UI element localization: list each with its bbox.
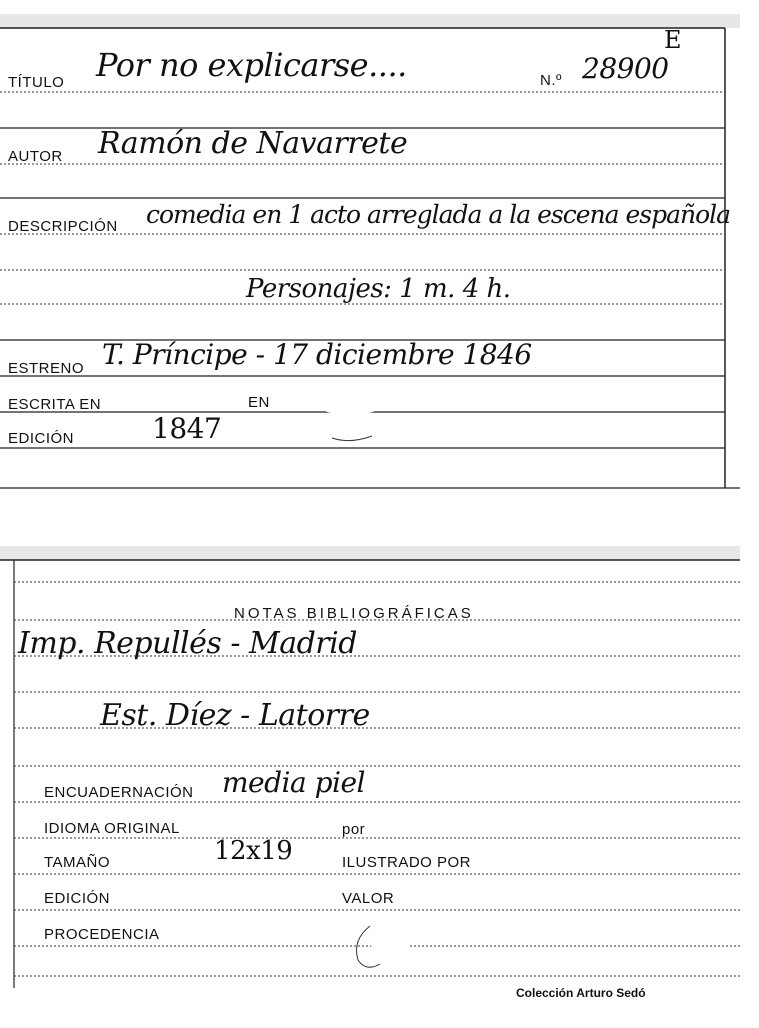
numero-label: N.º <box>540 72 562 89</box>
ilustrado-label: ILUSTRADO POR <box>342 854 472 871</box>
edicion-value: 1847 <box>152 412 222 445</box>
escrita-en-label: ESCRITA EN <box>8 396 102 413</box>
autor-value: Ramón de Navarrete <box>98 126 408 161</box>
por-label: por <box>342 821 366 838</box>
idioma-label: IDIOMA ORIGINAL <box>44 820 180 837</box>
en-label: EN <box>248 394 270 411</box>
procedencia-label: PROCEDENCIA <box>44 926 160 943</box>
edicion-label: EDICIÓN <box>8 430 75 447</box>
descripcion-label: DESCRIPCIÓN <box>8 218 118 235</box>
coleccion-footer: Colección Arturo Sedó <box>516 986 646 1000</box>
estreno-label: ESTRENO <box>8 360 85 377</box>
catalog-card-front <box>0 0 740 492</box>
titulo-label: TÍTULO <box>8 74 65 91</box>
personajes-value: Personajes: 1 m. 4 h. <box>246 274 511 304</box>
descripcion-value: comedia en 1 acto arreglada a la escena española <box>146 200 731 229</box>
imprenta-value: Imp. Repullés - Madrid <box>18 626 357 661</box>
estreno-value: T. Príncipe - 17 diciembre 1846 <box>102 338 532 371</box>
tamano-label: TAMAÑO <box>44 854 111 871</box>
notas-heading: NOTAS BIBLIOGRÁFICAS <box>234 605 474 622</box>
edicion2-label: EDICIÓN <box>44 890 111 907</box>
encuadernacion-value: media piel <box>222 766 365 799</box>
encuadernacion-label: ENCUADERNACIÓN <box>44 784 194 801</box>
numero-value: 28900 <box>582 52 669 85</box>
tamano-value: 12x19 <box>214 836 293 866</box>
catalog-card-back <box>0 540 740 1000</box>
titulo-value: Por no explicarse.... <box>96 46 407 84</box>
autor-label: AUTOR <box>8 148 63 165</box>
est-value: Est. Díez - Latorre <box>100 698 370 733</box>
valor-label: VALOR <box>342 890 395 907</box>
numero-mark: E <box>664 26 682 54</box>
